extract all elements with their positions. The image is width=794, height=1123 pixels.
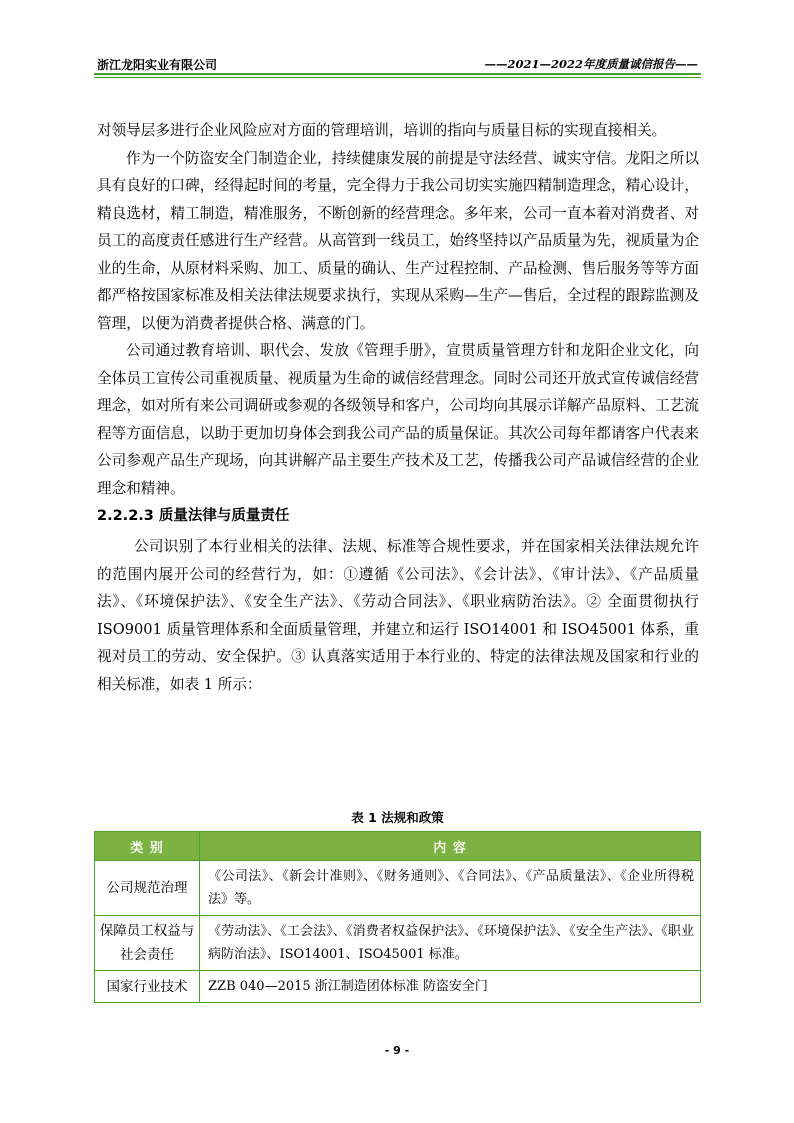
table-row <box>95 971 701 1003</box>
header-rule-thin <box>94 77 701 78</box>
company-name: 浙江龙阳实业有限公司 <box>97 58 218 72</box>
row-content: 《劳动法》、《工会法》、《消费者权益保护法》、《环境保护法》、《安全生产法》、《职业病防治法》、ISO14001、ISO45001 标准。 <box>200 916 701 971</box>
table-row <box>95 916 701 971</box>
table-caption: 表 1 法规和政策 <box>351 810 444 825</box>
row-content: 《公司法》、《新会计准则》、《财务通则》、《合同法》、《产品质量法》、《企业所得税法》等。 <box>200 861 701 916</box>
report-title: ——2021—2022年度质量诚信报告—— <box>484 57 698 71</box>
header-category: 类 别 <box>95 832 200 861</box>
regulations-table <box>94 831 701 1003</box>
table-header-row <box>95 832 701 861</box>
paragraph-training: 公司通过教育培训、职代会、发放《管理手册》，宣贯质量管理方针和龙阳企业文化，向全体员工宣传公司重视质量、视质量为生命的诚信经营理念。同时公司还开放式宣传诚信经营理念，如对所有来公司调研或参观的各级领导和客户，公司均向其展示详解产品原料、工艺流程等方面信息，以助于更加切身体会到我公司产品的质量保证。其次公司每年都请客户代表来公司参观产品生产现场，向其讲解产品主要生产技术及工艺，传播我公司产品诚信经营的企业理念和精神。 <box>97 342 699 497</box>
header-content: 内 容 <box>200 832 701 861</box>
paragraph-integrity: 作为一个防盗安全门制造企业，持续健康发展的前提是守法经营、诚实守信。龙阳之所以具有良好的口碑，经得起时间的考量，完全得力于我公司切实实施四精制造理念，精心设计，精良选材，精工制造，精准服务，不断创新的经营理念。多年来，公司一直本着对消费者、对员工的高度责任感进行生产经营。从高管到一线员工，始终坚持以产品质量为先，视质量为企业的生命，从原材料采购、加工、质量的确认、生产过程控制、产品检测、售后服务等等方面都严格按国家标准及相关法律法规要求执行，实现从采购—生产—售后，全过程的跟踪监测及管理，以便为消费者提供合格、满意的门。 <box>97 149 699 332</box>
paragraph-compliance: 公司识别了本行业相关的法律、法规、标准等合规性要求，并在国家相关法律法规允许的范围内展开公司的经营行为，如：①遵循《公司法》、《会计法》、《审计法》、《产品质量法》、《环境保护法》、《安全生产法》、《劳动合同法》、《职业病防治法》。② 全面贯彻执行 ISO9001 质量管理体系和全面质量管理，并建立和运行 ISO14001 和 ISO45001 体系，重视对员工的劳动、安全保护。③ 认真落实适用于本行业的、特定的法律法规及国家和行业的相关标准，如表 1 所示： <box>97 538 699 693</box>
row-category: 国家行业技术 <box>95 971 200 1003</box>
main-content <box>97 117 699 698</box>
section-heading: 2.2.2.3 质量法律与质量责任 <box>97 508 290 524</box>
table-row <box>95 861 701 916</box>
page-number: - 9 - <box>384 1044 410 1057</box>
header-rule-thick <box>94 73 701 75</box>
row-category: 保障员工权益与社会责任 <box>95 916 200 971</box>
row-category: 公司规范治理 <box>95 861 200 916</box>
row-content: ZZB 040—2015 浙江制造团体标准 防盗安全门 <box>200 971 701 1003</box>
paragraph-continued: 对领导层多进行企业风险应对方面的管理培训，培训的指向与质量目标的实现直接相关。 <box>97 122 667 139</box>
